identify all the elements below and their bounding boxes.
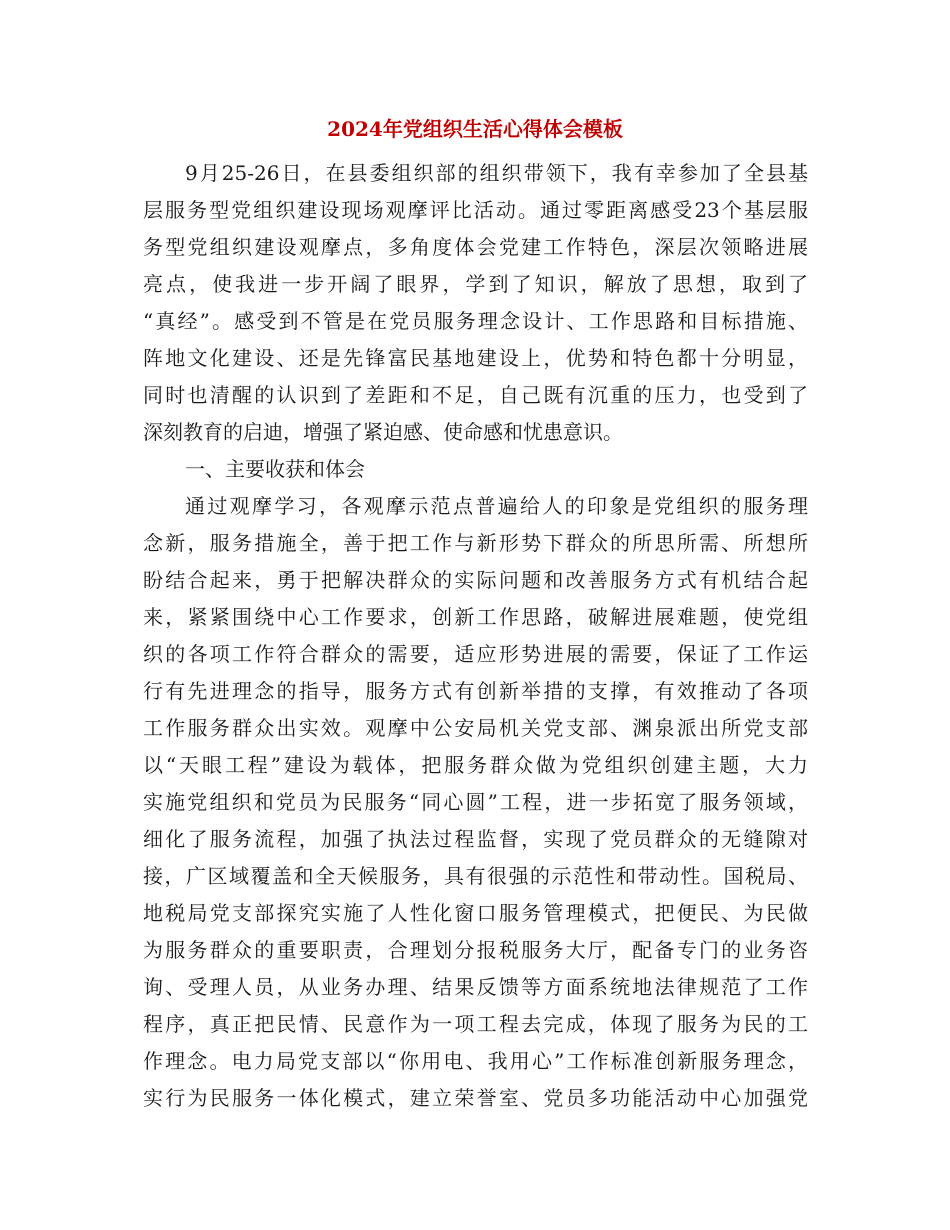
text-line: 阵地文化建设、还是先锋富民基地建设上，优势和特色都十分明显， [143, 346, 808, 370]
text-line: 织的各项工作符合群众的需要，适应形势进展的需要，保证了工作运 [143, 642, 808, 666]
text-line: 细化了服务流程，加强了执法过程监督，实现了党员群众的无缝隙对 [143, 827, 808, 851]
text-line: 作理念。电力局党支部以“你用电、我用心”工作标准创新服务理念， [143, 1049, 808, 1073]
text-line: 一、主要收获和体会 [185, 457, 365, 481]
text-line: 接，广区域覆盖和全天候服务，具有很强的示范性和带动性。国税局、 [143, 864, 808, 888]
text-line: 程序，真正把民情、民意作为一项工程去完成，体现了服务为民的工 [143, 1012, 808, 1036]
text-line: 深刻教育的启迪，增强了紧迫感、使命感和忧患意识。 [143, 420, 623, 444]
text-line: 亮点，使我进一步开阔了眼界，学到了知识，解放了思想，取到了 [143, 272, 808, 296]
document-title: 2024年党组织生活心得体会模板 [327, 117, 623, 141]
text-line: 以“天眼工程”建设为载体，把服务群众做为党组织创建主题，大力 [143, 753, 808, 777]
document-body [143, 155, 808, 1117]
text-line: 地税局党支部探究实施了人性化窗口服务管理模式，把便民、为民做 [143, 901, 808, 925]
text-line: 层服务型党组织建设现场观摩评比活动。通过零距离感受23个基层服 [143, 198, 808, 222]
text-line: 行有先进理念的指导，服务方式有创新举措的支撑，有效推动了各项 [143, 679, 808, 703]
text-line: 同时也清醒的认识到了差距和不足，自己既有沉重的压力，也受到了 [143, 383, 808, 407]
text-line: “真经”。感受到不管是在党员服务理念设计、工作思路和目标措施、 [143, 309, 808, 333]
text-line: 来，紧紧围绕中心工作要求，创新工作思路，破解进展难题，使党组 [143, 605, 808, 629]
text-line: 念新，服务措施全，善于把工作与新形势下群众的所思所需、所想所 [143, 531, 808, 555]
text-line: 询、受理人员，从业务办理、结果反馈等方面系统地法律规范了工作 [143, 975, 808, 999]
text-line: 9月25-26日，在县委组织部的组织带领下，我有幸参加了全县基 [185, 161, 808, 185]
text-line: 盼结合起来，勇于把解决群众的实际问题和改善服务方式有机结合起 [143, 568, 808, 592]
text-line: 务型党组织建设观摩点，多角度体会党建工作特色，深层次领略进展 [143, 235, 808, 259]
text-line: 通过观摩学习，各观摩示范点普遍给人的印象是党组织的服务理 [185, 494, 808, 518]
text-line: 实施党组织和党员为民服务“同心圆”工程，进一步拓宽了服务领域， [143, 790, 808, 814]
text-line: 实行为民服务一体化模式，建立荣誉室、党员多功能活动中心加强党 [143, 1086, 808, 1110]
text-line: 为服务群众的重要职责，合理划分报税服务大厅，配备专门的业务咨 [143, 938, 808, 962]
text-line: 工作服务群众出实效。观摩中公安局机关党支部、渊泉派出所党支部 [143, 716, 808, 740]
